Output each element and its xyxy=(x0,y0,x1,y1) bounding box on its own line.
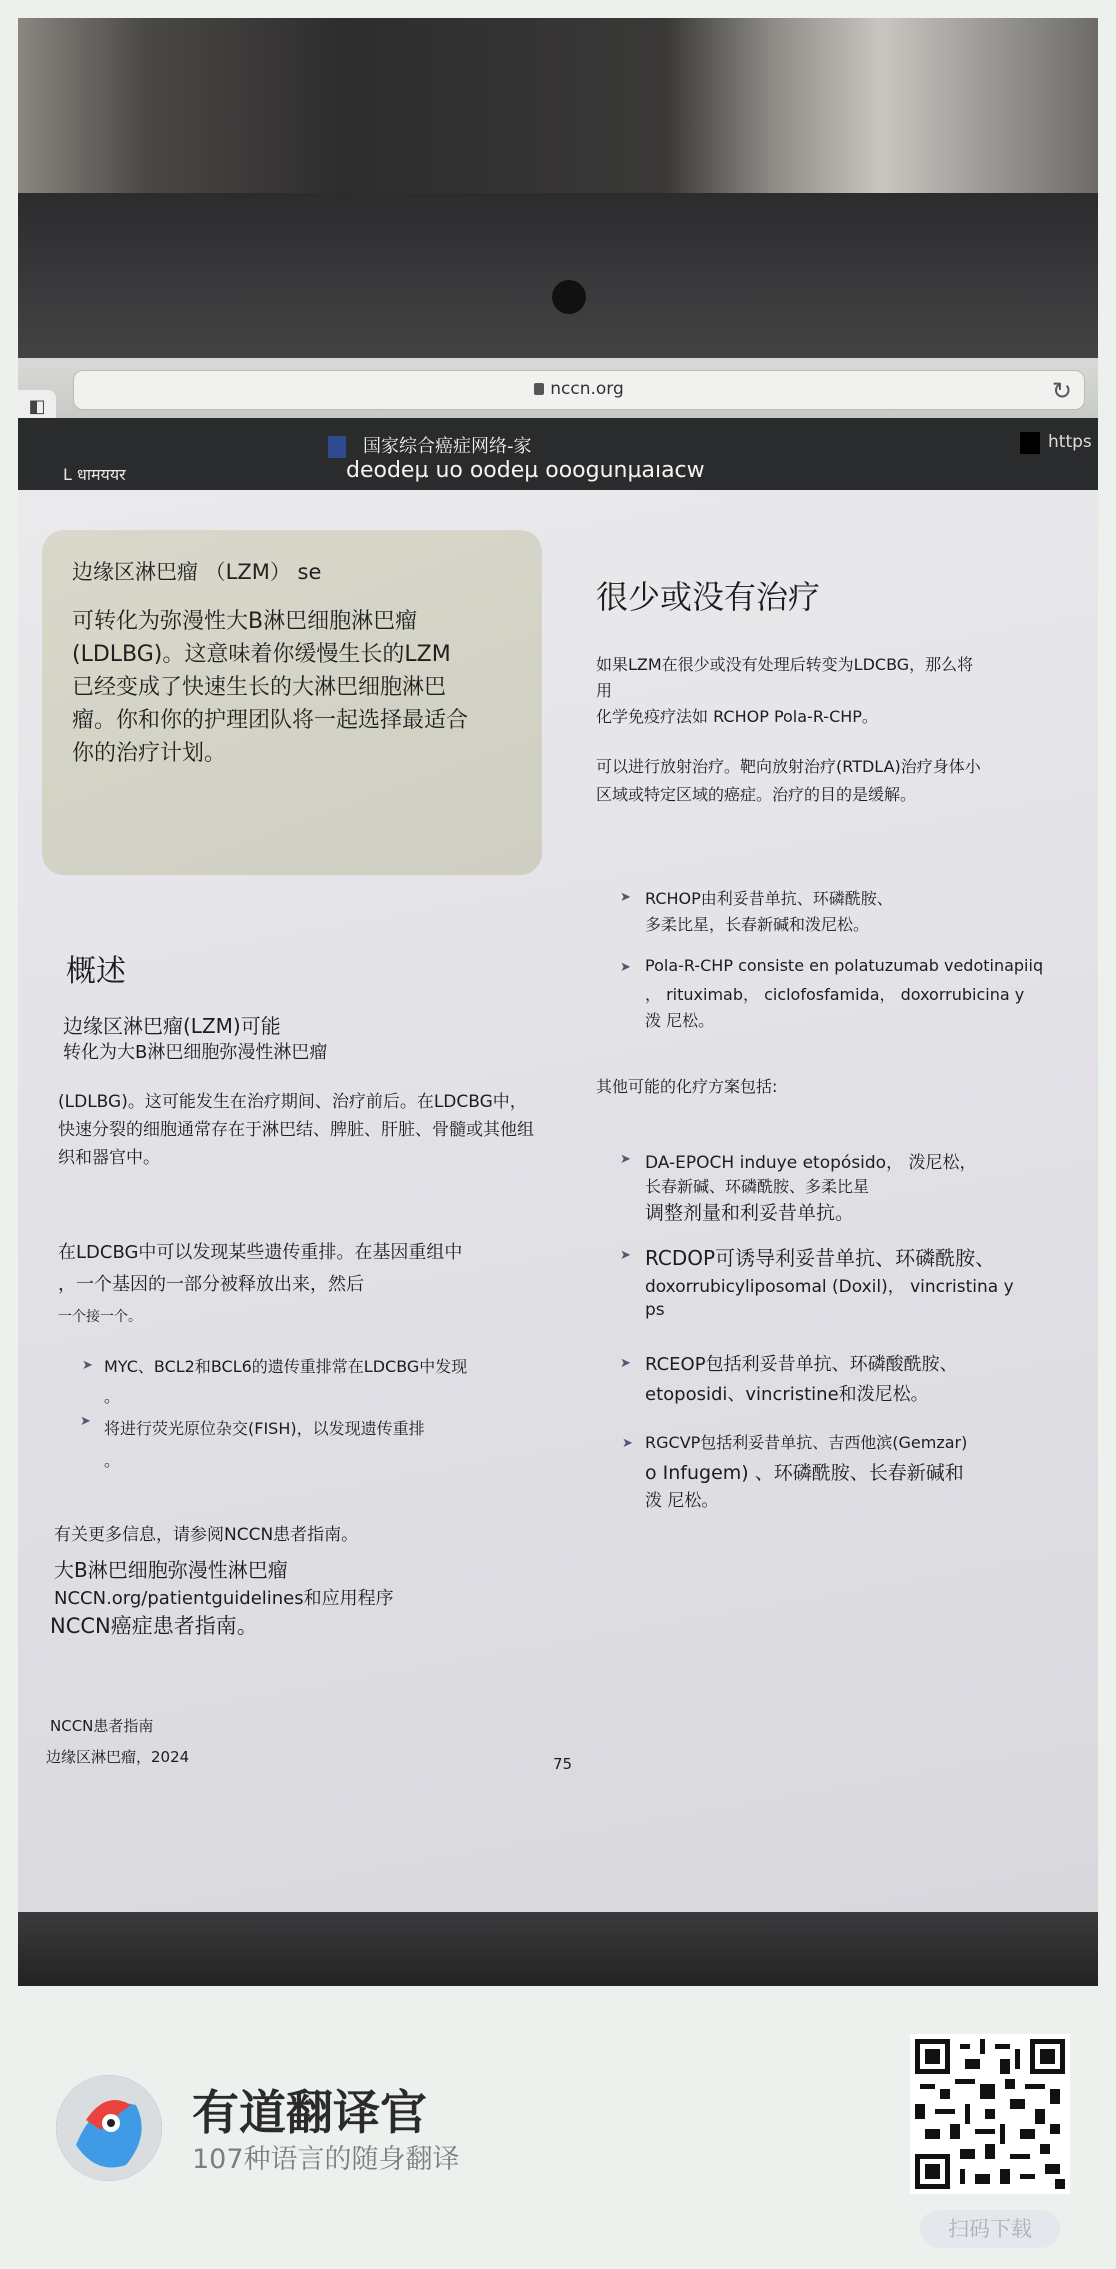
tab-favicon-icon xyxy=(328,436,346,458)
rearrangement-line2: ，一个基因的一部分被释放出来，然后 xyxy=(58,1274,364,1295)
bullet-icon: ➤ xyxy=(620,960,631,975)
rearrangement-line1: 在LDCBG中可以发现某些遗传重排。在基因重组中 xyxy=(58,1242,463,1263)
footer-edition: 边缘区淋巴瘤，2024 xyxy=(46,1748,190,1766)
bullet-icon: ➤ xyxy=(622,1436,633,1451)
right-b1-line1: RCHOP由利妥昔单抗、环磷酰胺、 xyxy=(645,889,893,908)
right-p1-line1: 如果LZM在很少或没有处理后转变为LDCBG，那么将 xyxy=(596,655,974,674)
webcam-icon xyxy=(552,280,586,314)
more-info: 有关更多信息，请参阅NCCN患者指南。 xyxy=(54,1525,359,1545)
document-page xyxy=(18,490,1098,1912)
regimen4-line1: RGCVP包括利妥昔单抗、吉西他滨(Gemzar) xyxy=(645,1433,968,1452)
regimen1-line1: DA-EPOCH induye etopósido， 泼尼松， xyxy=(645,1153,977,1173)
bullet1-line1: MYC、BCL2和BCL6的遗传重排常在LDCBG中发现 xyxy=(104,1357,468,1376)
bullet2-line2: 。 xyxy=(104,1451,121,1470)
lock-icon xyxy=(534,383,544,395)
right-b2-line2: ， rituximab， ciclofosfamida， doxorrubicina y xyxy=(645,985,1025,1004)
tab-right[interactable]: https xyxy=(1048,432,1092,452)
right-b2-line3: 泼 尼松。 xyxy=(645,1011,715,1030)
card-body: 可转化为弥漫性大B淋巴细胞淋巴瘤(LDLBG)。这意味着你缓慢生长的LZM已经变成了快速生长的大淋巴细胞淋巴瘤。你和你的护理团队将一起选择最适合你的治疗计划。 xyxy=(72,609,469,766)
bullet-icon: ➤ xyxy=(620,1152,631,1167)
right-heading: 很少或没有治疗 xyxy=(596,578,821,616)
right-p1-line3: 化学免疫疗法如 RCHOP Pola-R-CHP。 xyxy=(596,707,878,726)
right-b1-line2: 多柔比星，长春新碱和泼尼松。 xyxy=(645,915,870,934)
qr-code-icon[interactable] xyxy=(910,2034,1070,2194)
bullet1-line2: 。 xyxy=(104,1387,121,1406)
regimen4-line3: 泼 尼松。 xyxy=(645,1491,719,1511)
page-number: 75 xyxy=(553,1755,573,1773)
reference-line3: NCCN癌症患者指南。 xyxy=(50,1614,258,1638)
reference-line2: NCCN.org/patientguidelines和应用程序 xyxy=(54,1588,394,1609)
bullet-icon: ➤ xyxy=(620,1248,631,1263)
photo xyxy=(18,18,1098,1986)
other-regimens-label: 其他可能的化疗方案包括: xyxy=(596,1077,778,1096)
bullet-icon: ➤ xyxy=(620,890,631,905)
sidebar-toggle-icon[interactable]: ◧ xyxy=(18,390,56,424)
rearrangement-line3: 一个接一个。 xyxy=(58,1309,142,1325)
right-b2-line1: Pola-R-CHP consiste en polatuzumab vedotinapiiq xyxy=(645,956,1044,975)
url-text: nccn.org xyxy=(550,379,624,399)
right-p2-line1: 可以进行放射治疗。靶向放射治疗(RTDLA)治疗身体小 xyxy=(596,757,981,776)
overview-paragraph: (LDLBG)。这可能发生在治疗期间、治疗前后。在LDCBG中，快速分裂的细胞通常存在于淋巴结、脾脏、肝脏、骨髓或其他组织和器官中。 xyxy=(58,1092,534,1168)
regimen1-line3: 调整剂量和利妥昔单抗。 xyxy=(645,1202,855,1224)
laptop-base xyxy=(18,1912,1098,1986)
scan-download-button[interactable]: 扫码下载 xyxy=(920,2210,1060,2248)
overview-line1: 边缘区淋巴瘤(LZM)可能 xyxy=(63,1014,281,1038)
tab-left[interactable]: L धामययर xyxy=(63,465,126,484)
background-room xyxy=(18,18,1098,198)
app-subtitle: 107种语言的随身翻译 xyxy=(192,2144,460,2175)
tab-title[interactable]: 国家综合癌症网络-家 xyxy=(363,436,532,457)
card-title: 边缘区淋巴瘤 （LZM） se xyxy=(72,560,322,584)
regimen1-line2: 长春新碱、环磷酰胺、多柔比星 xyxy=(645,1177,870,1196)
app-title: 有道翻译官 xyxy=(192,2086,427,2141)
footer-guide: NCCN患者指南 xyxy=(50,1717,154,1735)
regimen2-line1: RCDOP可诱导利妥昔单抗、环磷酰胺、 xyxy=(645,1246,996,1270)
regimen3-line1: RCEOP包括利妥昔单抗、环磷酸酰胺、 xyxy=(645,1354,958,1375)
overview-heading: 概述 xyxy=(66,954,126,989)
overview-line2: 转化为大B淋巴细胞弥漫性淋巴瘤 xyxy=(63,1042,328,1063)
tab-subtitle: deodeµ uo oodeµ ooogunµaıacw xyxy=(346,458,705,483)
regimen4-line2: o Infugem) 、环磷酰胺、长春新碱和 xyxy=(645,1462,964,1484)
bullet-icon: ➤ xyxy=(80,1414,91,1429)
bullet-icon: ➤ xyxy=(620,1356,631,1371)
regimen2-line2: doxorrubicyliposomal (Doxil)， vincristina y xyxy=(645,1277,1014,1297)
right-p2-line2: 区域或特定区域的癌症。治疗的目的是缓解。 xyxy=(596,785,917,804)
reload-icon[interactable]: ↻ xyxy=(1051,377,1072,405)
laptop-bezel xyxy=(18,193,1098,368)
tab-favicon-right-icon xyxy=(1020,432,1040,454)
reference-line1: 大B淋巴细胞弥漫性淋巴瘤 xyxy=(54,1558,288,1582)
app-logo-icon xyxy=(56,2075,162,2181)
right-p1-line2: 用 xyxy=(596,681,613,700)
regimen2-line3: ps xyxy=(645,1300,665,1320)
bullet-icon: ➤ xyxy=(82,1358,93,1373)
address-bar[interactable] xyxy=(73,370,1085,410)
regimen3-line2: etoposidi、vincristine和泼尼松。 xyxy=(645,1384,929,1405)
bullet2-line1: 将进行荧光原位杂交(FISH)，以发现遗传重排 xyxy=(104,1419,425,1438)
